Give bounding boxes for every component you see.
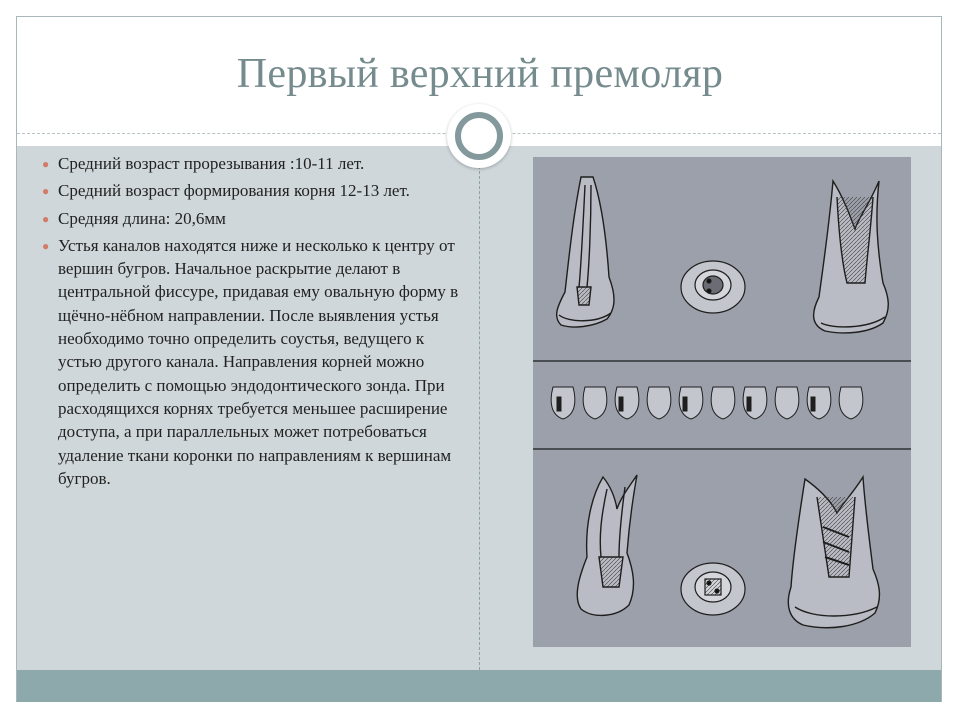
bullet-item — [40, 234, 460, 490]
bullet-text: Средний возраст формирования корня 12-13 лет. — [58, 181, 410, 201]
circle-ring — [455, 112, 503, 160]
bullet-text: Средний возраст прорезывания :10-11 лет. — [58, 154, 365, 173]
column-divider — [479, 146, 480, 670]
footer-bar — [17, 670, 941, 702]
bullet-dot-icon: ● — [42, 157, 50, 171]
bullet-text: Средняя длина: 20,6мм — [58, 208, 226, 228]
bullet-item — [40, 152, 460, 175]
bullet-list — [40, 152, 460, 494]
bullet-item — [40, 179, 460, 202]
tooth-diagram-photo — [533, 157, 911, 647]
tooth-occlusal-view-top — [681, 261, 745, 313]
bullet-dot-icon: ● — [42, 184, 50, 199]
bullet-text: Устья каналов находятся ниже и несколько к центру от вершин бугров. Начальное раскрытие делают в центральной фиссуре, придавая ему овальную форму в щёчно-нёбном направлении. После выявления устья необходимо точно определить соустья, ведущего к устью другого канала. Направления корней можно определить с помощью эндодонтического зонда. При расходящихся корнях требуется меньшее расширение доступа, а при параллельных может потребоваться удаление ткани коронки по направлениям к вершинам бугров. — [58, 235, 459, 488]
slide-title: Первый верхний премоляр — [236, 51, 724, 97]
bullet-dot-icon: ● — [42, 238, 50, 253]
tooth-diagram-svg — [533, 157, 911, 647]
tooth-occlusal-view-bottom — [681, 563, 745, 615]
bullet-item — [40, 207, 460, 230]
bullet-dot-icon: ● — [42, 211, 50, 226]
